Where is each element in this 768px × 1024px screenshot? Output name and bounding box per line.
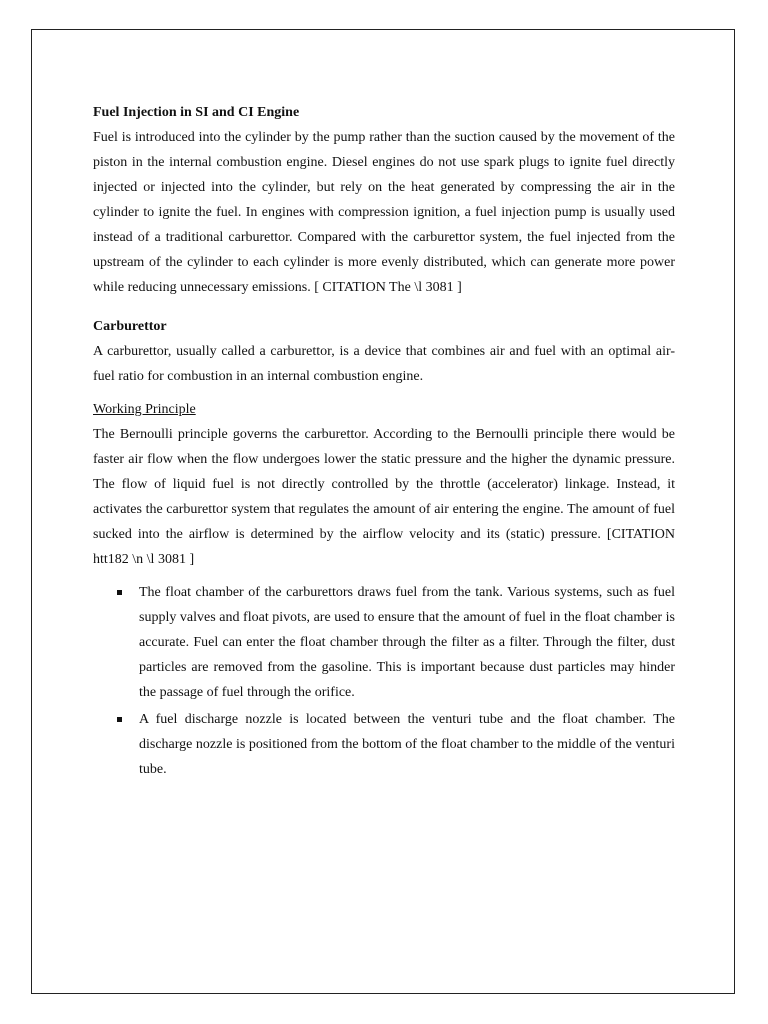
section-heading-carburettor: Carburettor [93, 319, 167, 334]
paragraph-gap [93, 300, 675, 314]
paragraph-gap [93, 572, 675, 580]
list-item-text: A fuel discharge nozzle is located between the venturi tube and the float chamber. The discharge nozzle is positioned from the bottom of the float chamber to the middle of the venturi tube. [139, 712, 675, 777]
paragraph-carburettor: A carburettor, usually called a carburettor, is a device that combines air and fuel with an optimal air-fuel ratio for combustion in an internal combustion engine. [93, 344, 675, 384]
subheading-working-principle: Working Principle [93, 402, 196, 417]
document-body [93, 100, 675, 782]
paragraph-working-principle: The Bernoulli principle governs the carburettor. According to the Bernoulli principle there would be faster air flow when the flow undergoes lower the static pressure and the higher the dynamic pressure. The flow of liquid fuel is not directly controlled by the throttle (accelerator) linkage. Instead, it activates the carburettor system that regulates the amount of air entering the engine. The amount of fuel sucked into the airflow is determined by the airflow velocity and its (static) pressure. [CITATION htt182 \n \l 3081 ] [93, 427, 675, 567]
bullet-list [93, 580, 675, 782]
paragraph-gap [93, 389, 675, 397]
square-bullet-icon [117, 590, 122, 595]
section-heading-fuel-injection: Fuel Injection in SI and CI Engine [93, 105, 300, 120]
list-item-text: The float chamber of the carburettors draws fuel from the tank. Various systems, such as fuel supply valves and float pivots, are used to ensure that the amount of fuel in the float chamber is accurate. Fuel can enter the float chamber through the filter as a filter. Through the filter, dust particles are removed from the gasoline. This is important because dust particles may hinder the passage of fuel through the orifice. [139, 585, 675, 700]
list-item [93, 580, 675, 705]
list-item [93, 707, 675, 782]
square-bullet-icon [117, 717, 122, 722]
paragraph-fuel-injection: Fuel is introduced into the cylinder by the pump rather than the suction caused by the movement of the piston in the internal combustion engine. Diesel engines do not use spark plugs to ignite fuel directly injected or injected into the cylinder, but rely on the heat generated by compressing the air in the cylinder to ignite the fuel. In engines with compression ignition, a fuel injection pump is usually used instead of a traditional carburettor. Compared with the carburettor system, the fuel injected from the upstream of the cylinder to each cylinder is more evenly distributed, which can generate more power while reducing unnecessary emissions. [ CITATION The \l 3081 ] [93, 130, 675, 295]
